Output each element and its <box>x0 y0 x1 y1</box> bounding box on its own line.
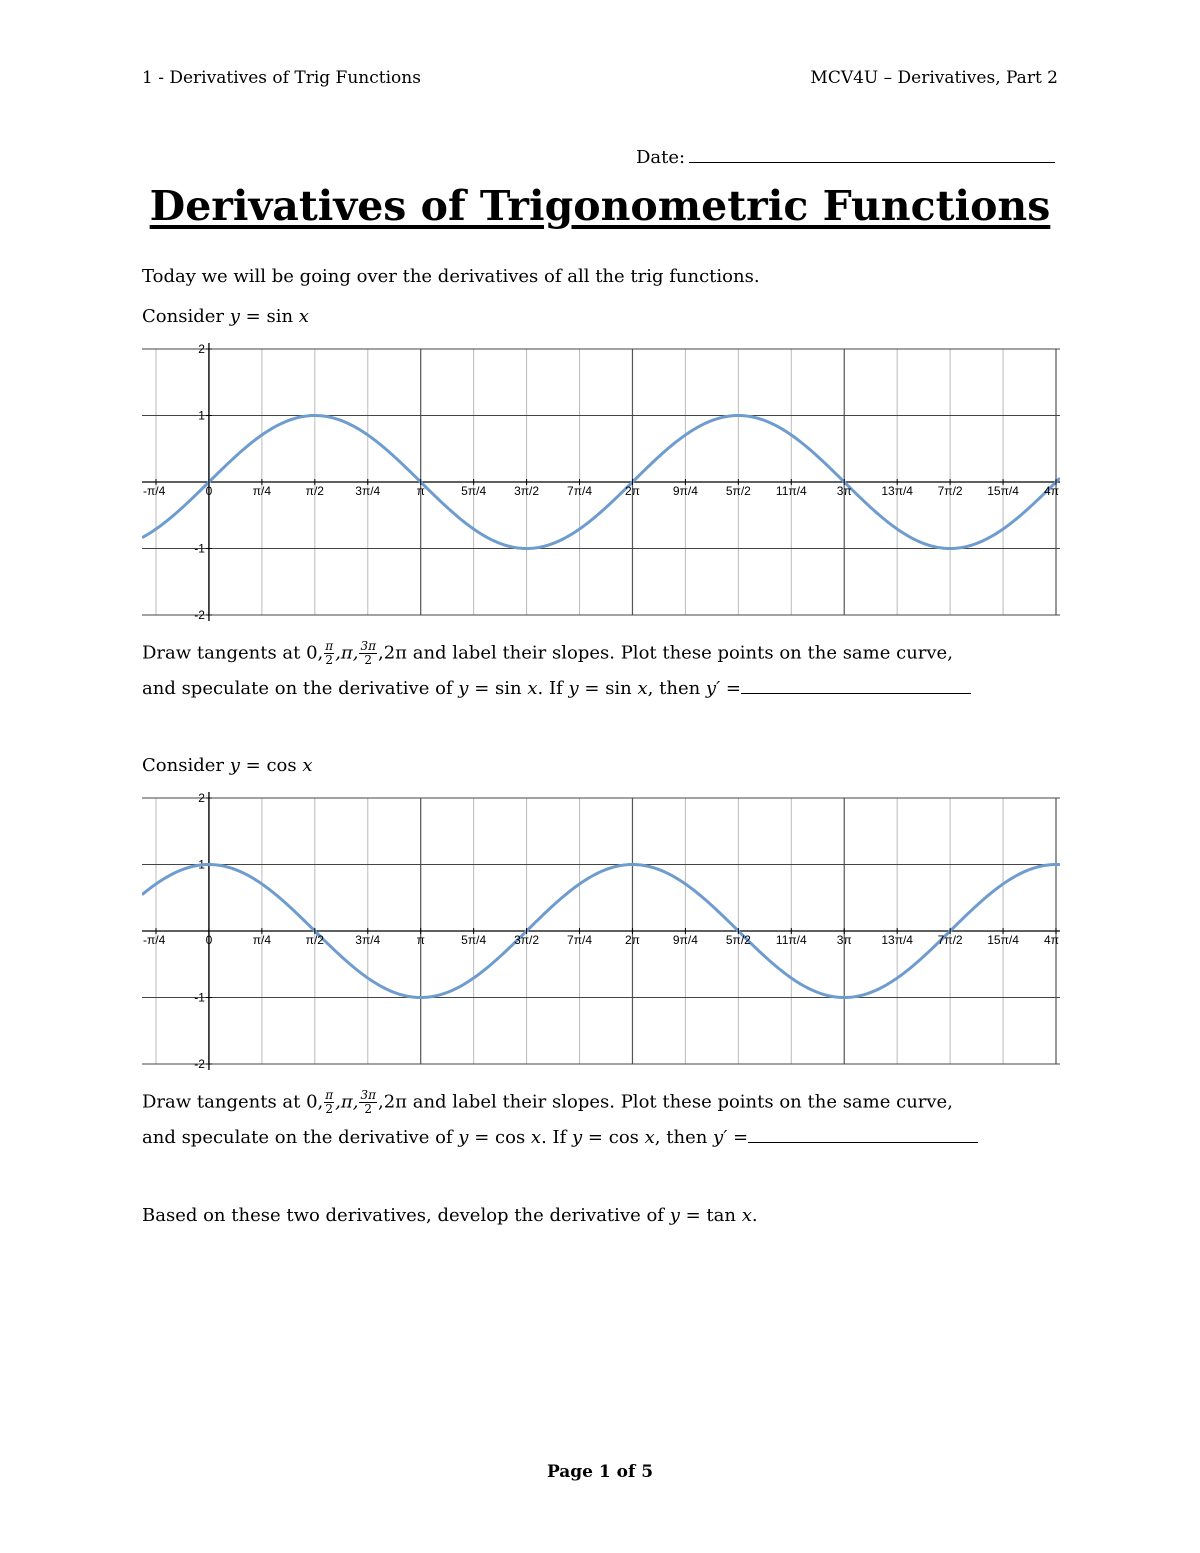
cos-y-tick-label: 2 <box>198 791 205 805</box>
sin-x-tick-label: 15π/4 <box>987 484 1019 498</box>
sin-derivative-blank[interactable] <box>741 677 971 694</box>
sin-y-tick-label: -2 <box>194 608 205 621</box>
sin-x-tick-label: 3π/2 <box>514 484 540 498</box>
sin-x-tick-label: 7π/4 <box>567 484 593 498</box>
cos-x-tick-label: 5π/2 <box>725 933 751 947</box>
cos-x-tick-label: π/2 <box>305 933 324 947</box>
sin-instruction-line2: and speculate on the derivative of y = sin x. If y = sin x, then y′ = <box>142 677 971 699</box>
page-title: Derivatives of Trigonometric Functions <box>149 182 1051 230</box>
cos-graph <box>142 788 1060 1070</box>
cos-x-tick-label: 4π <box>1044 933 1059 947</box>
cos-instruction-line2: and speculate on the derivative of y = cos x. If y = cos x, then y′ = <box>142 1126 978 1148</box>
date-blank-line[interactable] <box>689 144 1055 163</box>
sin-instruction-line1: Draw tangents at 0, $\frac{\pi}{2}$ ,π, $\frac{3\pi}{2}$ ,2π and label their slopes. Plot these points on the same curve, <box>142 639 953 667</box>
cos-x-tick-label: 3π/4 <box>355 933 381 947</box>
cos-x-tick-label: 5π/4 <box>461 933 487 947</box>
page-number: Page 1 of 5 <box>546 1462 654 1482</box>
sin-y-tick-label: 2 <box>198 342 205 356</box>
sin-x-tick-label: 5π/4 <box>461 484 487 498</box>
cos-x-tick-label: 2π <box>624 933 640 947</box>
sin-x-tick-label: π/4 <box>252 484 272 498</box>
closing-text: Based on these two derivatives, develop the derivative of y = tan x. <box>142 1205 758 1226</box>
sin-x-tick-label: 0 <box>205 484 213 498</box>
cos-y-tick-label: 1 <box>198 857 205 872</box>
cos-x-tick-label: 13π/4 <box>881 933 913 947</box>
sin-x-tick-label: 11π/4 <box>775 484 807 498</box>
intro-text: Today we will be going over the derivatives of all the trig functions. <box>142 266 760 287</box>
sin-x-tick-label: -π/4 <box>143 484 166 498</box>
cos-x-tick-label: 15π/4 <box>987 933 1019 947</box>
header-left: 1 - Derivatives of Trig Functions <box>142 68 421 88</box>
header-right: MCV4U – Derivatives, Part 2 <box>810 68 1058 88</box>
cos-instruction-line1: Draw tangents at 0, $\frac{\pi}{2}$ ,π, $\frac{3\pi}{2}$ ,2π and label their slopes. Plot these points on the same curve, <box>142 1088 953 1116</box>
sin-x-tick-label: 9π/4 <box>672 484 698 498</box>
cos-x-tick-label: 7π/4 <box>567 933 593 947</box>
sin-x-tick-label: π/2 <box>305 484 324 498</box>
cos-x-tick-label: -π/4 <box>143 933 166 947</box>
sin-x-tick-label: 3π/4 <box>355 484 381 498</box>
cos-x-tick-label: 11π/4 <box>775 933 807 947</box>
sin-y-tick-label: 1 <box>198 408 205 423</box>
cos-y-tick-label: -1 <box>194 990 205 1005</box>
cos-x-tick-label: 7π/2 <box>937 933 963 947</box>
sin-x-tick-label: 4π <box>1044 484 1059 498</box>
cos-x-tick-label: 9π/4 <box>672 933 698 947</box>
cos-x-tick-label: π <box>416 933 425 947</box>
consider-cos: Consider y = cos x <box>142 755 313 776</box>
cos-x-tick-label: 3π <box>836 933 852 947</box>
sin-x-tick-label: π <box>416 484 425 498</box>
sin-graph <box>142 339 1060 621</box>
cos-x-tick-label: π/4 <box>252 933 272 947</box>
cos-derivative-blank[interactable] <box>748 1126 978 1143</box>
sin-x-tick-label: 3π <box>836 484 852 498</box>
sin-x-tick-label: 7π/2 <box>937 484 963 498</box>
date-field <box>636 144 1055 168</box>
sin-x-tick-label: 2π <box>624 484 640 498</box>
sin-x-tick-label: 13π/4 <box>881 484 913 498</box>
sin-y-tick-label: -1 <box>194 541 205 556</box>
cos-x-tick-label: 0 <box>205 933 213 947</box>
consider-sin: Consider y = sin x <box>142 306 309 327</box>
sin-x-tick-label: 5π/2 <box>725 484 751 498</box>
cos-y-tick-label: -2 <box>194 1057 205 1070</box>
cos-x-tick-label: 3π/2 <box>514 933 540 947</box>
date-label: Date: <box>636 147 686 168</box>
